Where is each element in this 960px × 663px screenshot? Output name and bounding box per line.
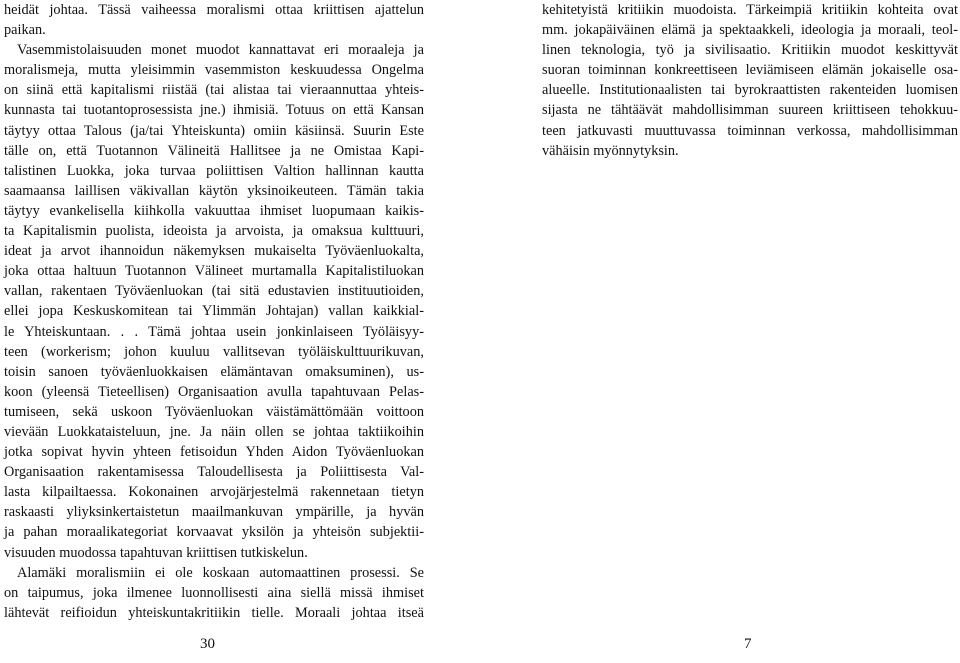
text-line: ja pahan moraalikategoriat korvaavat yksilön ja yhteisön subjektii-: [4, 524, 424, 541]
text-line: tumiseen, sekä uskoon Työväenluokan väistämättömään voittoon: [4, 403, 424, 420]
text-line: lähtevät reifioidun yhteiskuntakritiikin tielle. Moraali johtaa itseä: [4, 604, 424, 621]
text-line: saamaansa laillisen väkivallan käytön yksinoikeuteen. Tämän takia: [4, 182, 424, 199]
right-page-text: [542, 0, 958, 161]
text-line: talistinen Luokka, joka turvaa poliittisen Valtion hallinnan kautta: [4, 162, 424, 179]
text-line: lasta kilpailtaessa. Kokonainen arvojärjestelmä rakennetaan tietyn: [4, 484, 424, 501]
text-line: moralismeja, mutta yleisimmin vasemmiston keskuudessa Ongelma: [4, 62, 424, 79]
text-line: mm. jokapäiväinen elämä ja spektaakkeli, ideologia ja moraali, teol-: [542, 22, 958, 39]
text-line: kehitetyistä kritiikin muodoista. Tärkeimpiä kritiikin kohteita ovat: [542, 2, 958, 18]
left-page: [4, 0, 424, 623]
right-page-number: 7: [744, 636, 752, 652]
text-line: sijasta ne tähtäävät mahdollisimman suureen kriittiseen tehokkuu-: [542, 102, 958, 119]
right-page: [542, 0, 958, 161]
text-line: Vasemmistolaisuuden monet muodot kannattavat eri moraaleja ja: [17, 42, 424, 59]
text-line: toisin sanoen työväenluokkaisen elämäntavan omaksuminen), us-: [4, 363, 424, 380]
text-line: visuuden muodossa tapahtuvan kriittisen tutkiskelun.: [4, 544, 308, 561]
text-line: heidät johtaa. Tässä vaiheessa moralismi ottaa kriittisen ajattelun: [4, 2, 424, 18]
text-line: joka ottaa haltuun Tuotannon Välineet murtamalla Kapitalistiluokan: [4, 263, 424, 280]
text-line: vallan, rakentaen Työväenluokan (tai sitä edustavien instituutioiden,: [4, 283, 424, 300]
left-page-text: [4, 0, 424, 623]
text-line: kunnasta tai tuotantoprosessista jne.) ihmisiä. Totuus on että Kansan: [4, 102, 424, 119]
text-line: tälle on, että Tuotannon Välineitä Hallitsee ja ne Omistaa Kapi-: [4, 142, 424, 159]
text-line: ellei jopa Keskuskomitean tai Ylimmän Johtajan) vallan kaikkial-: [4, 303, 424, 320]
text-line: täytyy evankelisella kiihkolla vakuuttaa ihmiset luopumaan kaikis-: [4, 202, 424, 219]
text-line: alueelle. Institutionaalisten tai byrokraattisten rakenteiden luomisen: [542, 82, 958, 99]
text-line: vievään Luokkataisteluun, jne. Ja näin ollen se johtaa taktiikoihin: [4, 423, 424, 440]
text-line: teen (workerism; johon kuuluu vallitsevan työläiskulttuurikuvan,: [4, 343, 424, 360]
text-line: linen teknologia, työ ja sivilisaatio. Kritiikin muodot keskittyvät: [542, 42, 958, 59]
text-line: ideat ja arvot ihannoidun näkemyksen mukaiselta Työväenluokalta,: [4, 243, 424, 260]
text-line: jotka sopivat hyvin yhteen fetisoidun Yhden Aidon Työväenluokan: [4, 444, 424, 461]
text-line: ta Kapitalismin puolista, ideoista ja arvoista, ja omaksua kulttuuri,: [4, 223, 424, 240]
left-page-number: 30: [200, 636, 215, 652]
text-line: paikan.: [4, 22, 46, 39]
text-line: vähäisin myönnytyksin.: [542, 142, 679, 159]
text-line: suoran toiminnan konkreettiseen leviämiseen elämän jokaiselle osa-: [542, 62, 958, 79]
text-line: Organisaation rakentamisessa Taloudellisesta ja Poliittisesta Val-: [4, 464, 424, 481]
text-line: raskaasti yliyksinkertaistetun maailmankuvan ympärille, ja hyvän: [4, 504, 424, 521]
text-line: täytyy ottaa Talous (ja/tai Yhteiskunta) omiin käsiinsä. Suurin Este: [4, 122, 424, 139]
text-line: Alamäki moralismiin ei ole koskaan automaattinen prosessi. Se: [17, 564, 424, 581]
text-line: on siinä että kapitalismi riistää (tai alistaa tai vieraannuttaa yhteis-: [4, 82, 424, 99]
text-line: le Yhteiskuntaan. . . Tämä johtaa usein jonkinlaiseen Työläisyy-: [4, 323, 424, 340]
text-line: on taipumus, joka ilmenee luonnollisesti aina siellä missä ihmiset: [4, 584, 424, 601]
text-line: koon (yleensä Tieteellisen) Organisaation avulla tapahtuvaan Pelas-: [4, 383, 424, 400]
text-line: teen jatkuvasti muuttuvassa toiminnan verkossa, mahdollisimman: [542, 122, 958, 139]
